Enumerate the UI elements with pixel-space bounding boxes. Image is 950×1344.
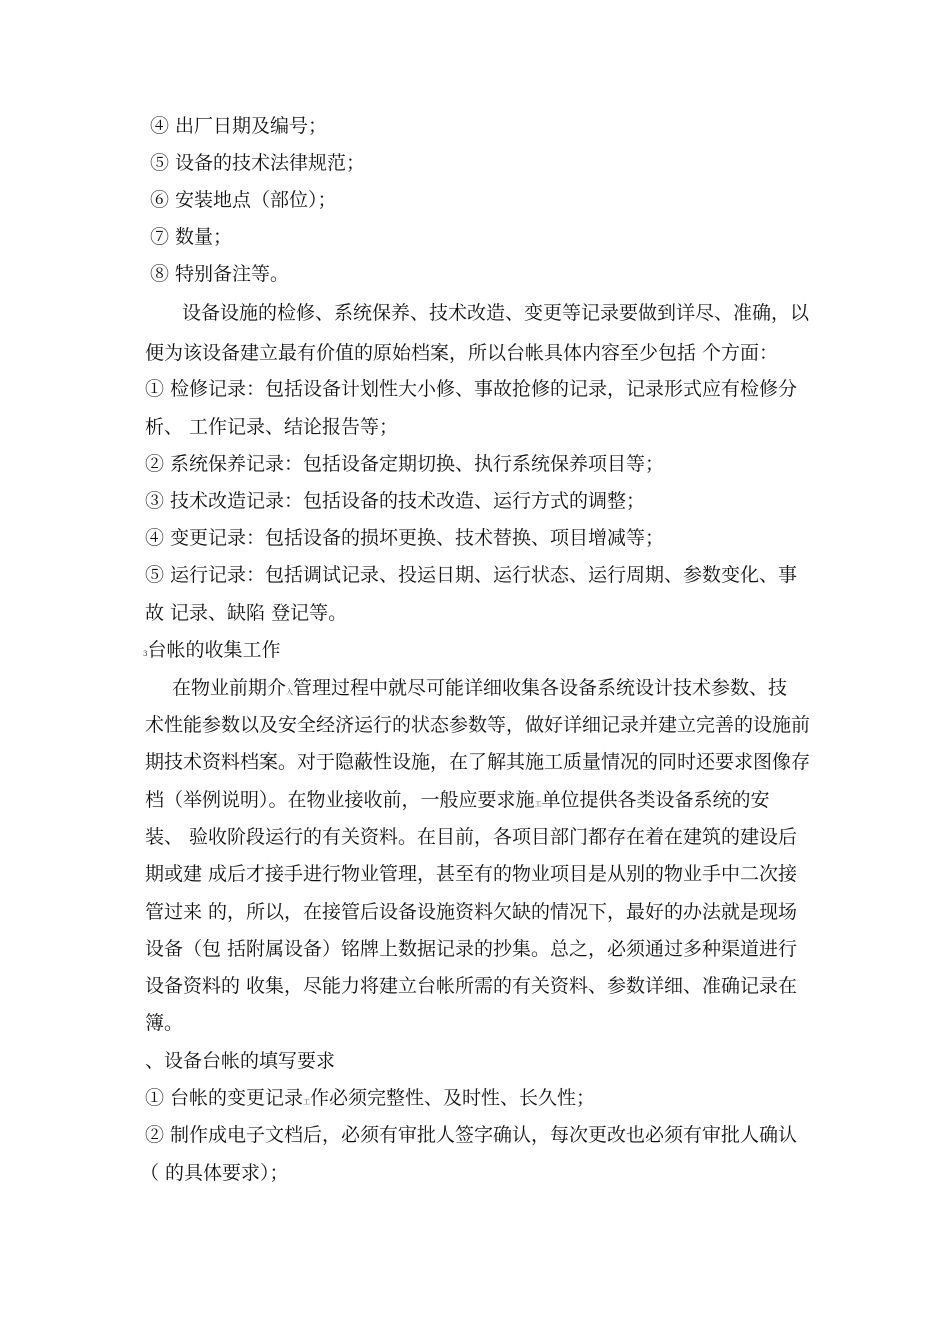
text-run: ① 台帐的变更记录 (145, 1087, 304, 1109)
list-item: ⑧ 特别备注等。 (150, 263, 290, 285)
text-run: 单位提供各类设备系统的安 (541, 789, 770, 811)
paragraph-line: 术性能参数以及安全经济运行的状态参数等，做好详细记录并建立完善的设施前 (145, 714, 811, 736)
text-run: 工 (534, 800, 542, 808)
paragraph-line: 设备（包 括附属设备）铭牌上数据记录的抄集。总之，必须通过多种渠道进行 (145, 938, 798, 960)
paragraph-line: 期或建 成后才接手进行物业管理，甚至有的物业项目是从别的物业手中二次接 (145, 863, 798, 885)
list-item: ⑦ 数量； (150, 226, 233, 248)
paragraph-line (145, 782, 770, 823)
list-item (145, 1080, 595, 1121)
paragraph-line: 设备设施的检修、系统保养、技术改造、变更等记录要做到详尽、准确，以 (182, 302, 810, 324)
paragraph-line: 设备资料的 收集，尽能力将建立台帐所需的有关资料、参数详细、准确记录在 (145, 975, 798, 997)
paragraph-line: 装、 验收阶段运行的有关资料。在目前，各项目部门都存在着在建筑的建设后 (145, 826, 798, 848)
text-run: 入 (286, 688, 294, 696)
paragraph-line: 期技术资料档案。对于隐蔽性设施，在了解其施工质量情况的同时还要求图像存 (145, 751, 811, 773)
text-run: 工 (303, 1098, 311, 1106)
heading-number: 3 (143, 650, 148, 658)
list-item: （ 的具体要求）； (140, 1162, 289, 1184)
section-heading (143, 632, 280, 673)
section-heading: 、设备台帐的填写要求 (145, 1050, 336, 1072)
list-item: ⑤ 设备的技术法律规范； (150, 152, 366, 174)
list-item: ⑤ 运行记录：包括调试记录、投运日期、运行状态、运行周期、参数变化、事 (145, 564, 798, 586)
list-item: ② 制作成电子文档后，必须有审批人签字确认，每次更改也必须有审批人确认 (145, 1124, 798, 1146)
paragraph-line: 管过来 的，所以，在接管后设备设施资料欠缺的情况下，最好的办法就是现场 (145, 901, 798, 923)
paragraph-line: 簿。 (145, 1012, 184, 1034)
text-run: 管理过程中就尽可能详细收集各设备系统设计技术参数、技 (293, 677, 788, 699)
list-item: ① 检修记录：包括设备计划性大小修、事故抢修的记录，记录形式应有检修分 (145, 378, 798, 400)
text-run: 在物业前期介 (172, 677, 287, 699)
heading-text: 台帐的收集工作 (147, 639, 281, 661)
text-run: 作必须完整性、及时性、长久性； (310, 1087, 596, 1109)
list-item: 故 记录、缺陷 登记等。 (145, 602, 348, 624)
list-item: ④ 变更记录：包括设备的损坏更换、技术替换、项目增减等； (145, 527, 665, 549)
paragraph-line (172, 670, 787, 711)
list-item: ② 系统保养记录：包括设备定期切换、执行系统保养项目等； (145, 453, 665, 475)
list-item: ⑥ 安装地点（部位）； (150, 189, 337, 211)
list-item: ③ 技术改造记录：包括设备的技术改造、运行方式的调整； (145, 490, 646, 512)
list-item: 析、 工作记录、结论报告等； (145, 416, 399, 438)
list-item: ④ 出厂日期及编号； (150, 115, 328, 137)
paragraph-line: 便为该设备建立最有价值的原始档案，所以台帐具体内容至少包括 个方面： (145, 342, 779, 364)
text-run: 档（举例说明）。在物业接收前，一般应要求施 (145, 789, 535, 811)
